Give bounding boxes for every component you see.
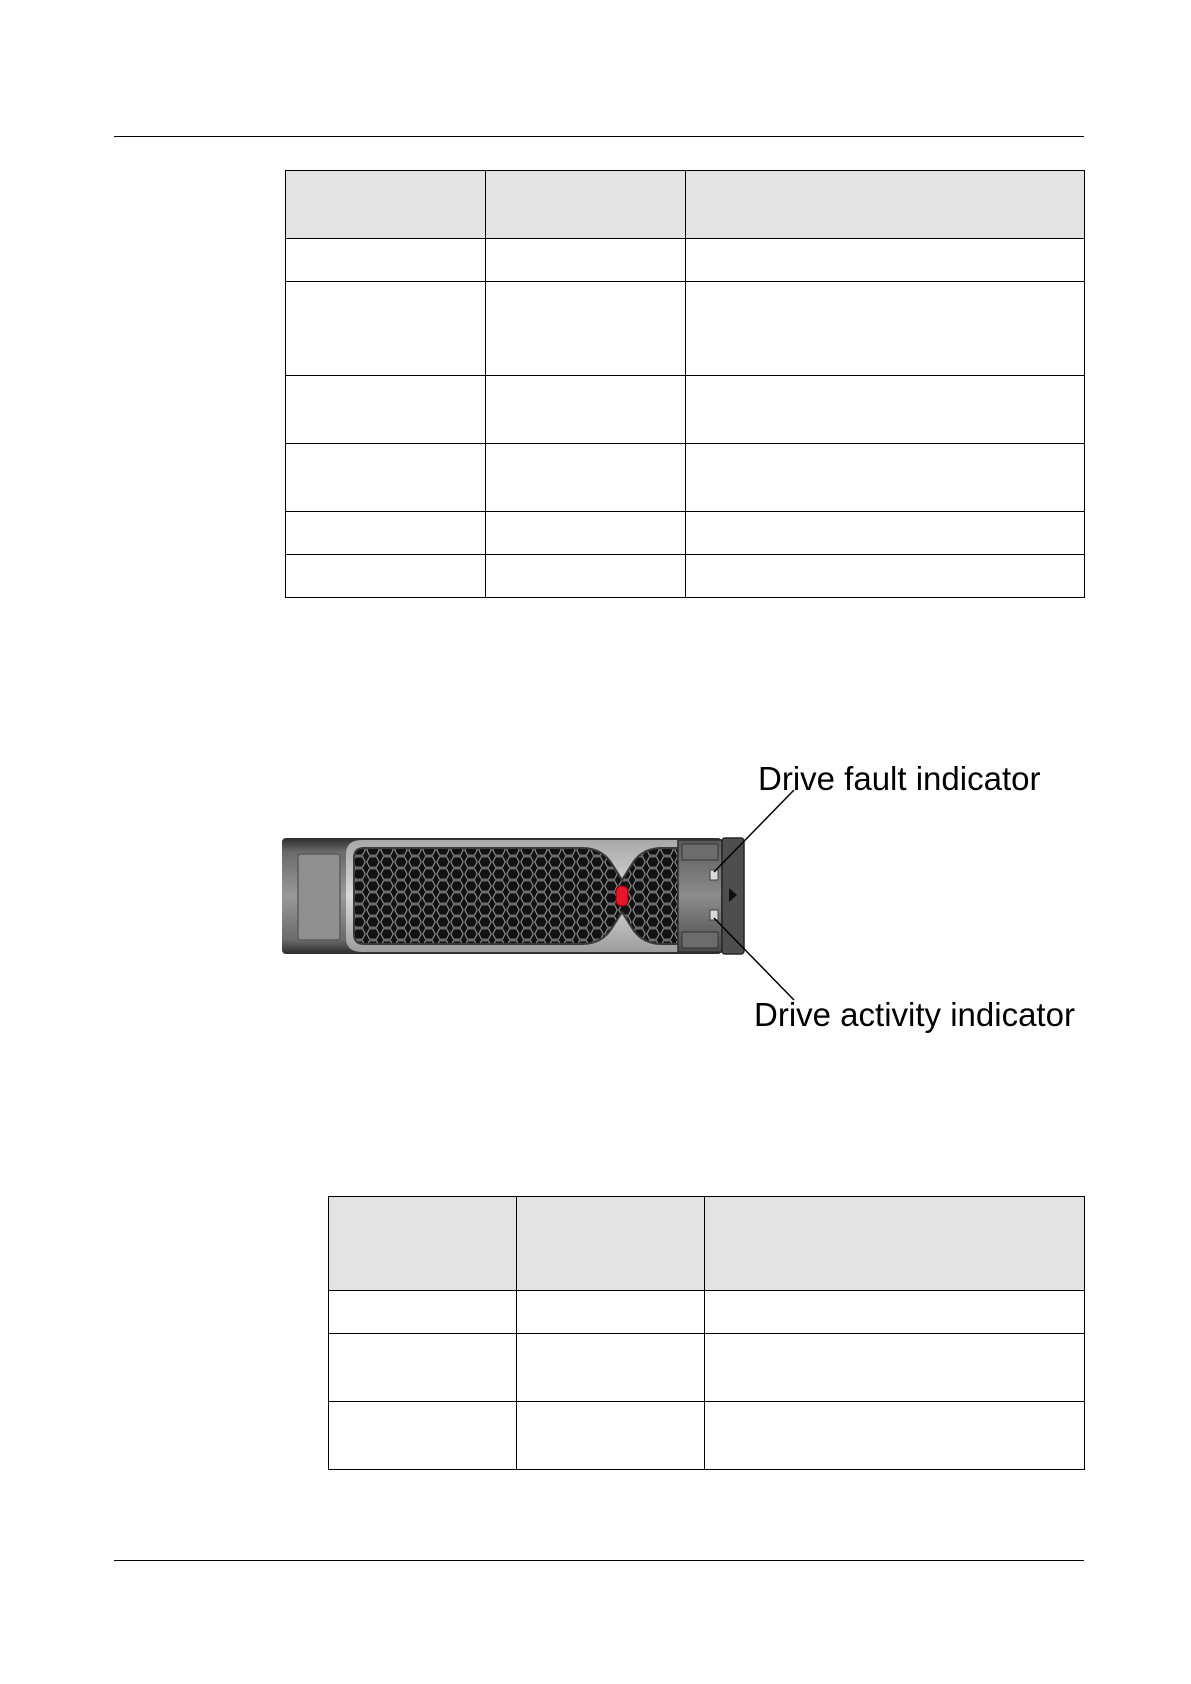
activity-indicator-label: Drive activity indicator <box>754 996 1075 1033</box>
fault-callout-line <box>714 790 794 872</box>
status-table-1 <box>285 170 1085 598</box>
table-row <box>286 376 1085 444</box>
table-cell <box>686 555 1085 598</box>
table-cell <box>705 1402 1085 1470</box>
table-header-cell <box>286 171 486 239</box>
footer-rule <box>114 1560 1084 1561</box>
table-cell <box>686 444 1085 512</box>
table-row <box>329 1291 1085 1334</box>
table-cell <box>286 376 486 444</box>
table-header-cell <box>686 171 1085 239</box>
table-cell <box>705 1334 1085 1402</box>
table-cell <box>286 512 486 555</box>
table-row <box>286 512 1085 555</box>
table-cell <box>686 282 1085 376</box>
table-row <box>329 1334 1085 1402</box>
table-row <box>286 444 1085 512</box>
table-cell <box>686 239 1085 282</box>
header-rule <box>114 136 1084 137</box>
table-cell <box>517 1291 705 1334</box>
table-header-cell <box>705 1197 1085 1291</box>
table-cell <box>686 376 1085 444</box>
table-cell <box>329 1291 517 1334</box>
table-header-cell <box>486 171 686 239</box>
table-row <box>286 239 1085 282</box>
fault-led <box>616 886 628 906</box>
status-table-2 <box>328 1196 1085 1470</box>
table-cell <box>286 239 486 282</box>
table-header-row <box>329 1197 1085 1291</box>
table-cell <box>486 444 686 512</box>
drive-figure <box>282 760 1102 1060</box>
table-header-row <box>286 171 1085 239</box>
table-header-cell <box>329 1197 517 1291</box>
table-cell <box>486 512 686 555</box>
table-row <box>286 555 1085 598</box>
table-cell <box>517 1402 705 1470</box>
table-row <box>329 1402 1085 1470</box>
table-cell <box>286 444 486 512</box>
table-cell <box>486 376 686 444</box>
fault-indicator-label: Drive fault indicator <box>758 760 1041 797</box>
table-cell <box>486 282 686 376</box>
table-cell <box>329 1402 517 1470</box>
table-cell <box>705 1291 1085 1334</box>
table-cell <box>286 282 486 376</box>
table-header-cell <box>517 1197 705 1291</box>
table-cell <box>517 1334 705 1402</box>
table-row <box>286 282 1085 376</box>
activity-callout-line <box>714 918 794 1000</box>
table-cell <box>486 555 686 598</box>
table-cell <box>286 555 486 598</box>
table-cell <box>486 239 686 282</box>
table-cell <box>686 512 1085 555</box>
drive-label-plate <box>298 854 340 940</box>
table-cell <box>329 1334 517 1402</box>
